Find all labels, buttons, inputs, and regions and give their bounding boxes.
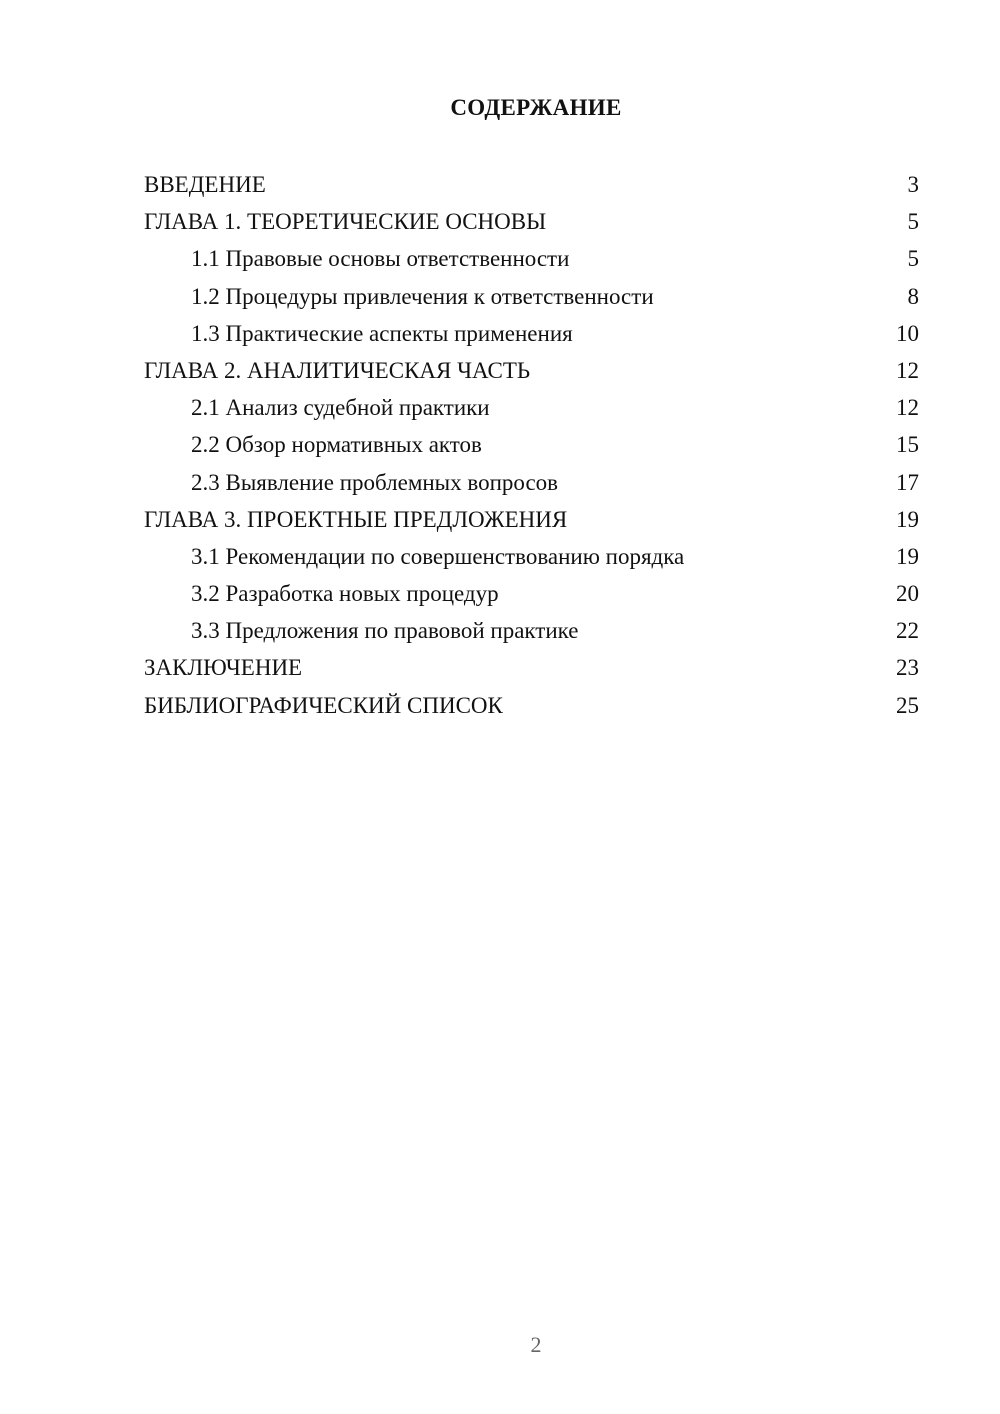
toc-entry — [144, 501, 919, 538]
toc-entry-label: 2.1 Анализ судебной практики — [191, 395, 490, 421]
toc-subentry — [144, 315, 919, 352]
toc-entry-page: 12 — [896, 357, 919, 383]
toc-entry-page: 5 — [907, 246, 919, 272]
toc-entry-label: ГЛАВА 3. ПРОЕКТНЫЕ ПРЕДЛОЖЕНИЯ — [144, 506, 568, 532]
toc-entry — [144, 352, 919, 389]
toc-entry-label: 3.3 Предложения по правовой практике — [191, 618, 579, 644]
toc-subentry — [144, 538, 919, 575]
toc-entry — [144, 687, 919, 724]
toc-entry-label: 1.1 Правовые основы ответственности — [191, 246, 570, 272]
toc-entry — [144, 649, 919, 686]
toc-subentry — [144, 426, 919, 463]
toc-entry-label: ВВЕДЕНИЕ — [144, 172, 266, 197]
toc-subentry — [144, 464, 919, 501]
toc-entry-page: 8 — [907, 283, 919, 309]
toc-entry-page: 20 — [896, 581, 919, 607]
toc-entry-page: 23 — [896, 655, 919, 681]
toc-subentry — [144, 575, 919, 612]
toc-entry-page: 5 — [907, 209, 919, 235]
toc-entry-label: 2.2 Обзор нормативных актов — [191, 432, 482, 458]
toc-subentry — [144, 240, 919, 277]
toc-entry-page: 19 — [896, 506, 919, 532]
toc-entry-page: 12 — [896, 395, 919, 421]
toc-entry-page: 15 — [896, 432, 919, 458]
toc-entry-label: 3.2 Разработка новых процедур — [191, 581, 499, 607]
toc-entry-page: 25 — [896, 692, 919, 718]
toc-subentry — [144, 278, 919, 315]
toc-entry-label: 1.2 Процедуры привлечения к ответственности — [191, 283, 654, 309]
toc-entry-page: 22 — [896, 618, 919, 644]
toc-entry-page: 3 — [907, 172, 919, 197]
toc-entry-label: 3.1 Рекомендации по совершенствованию порядка — [191, 543, 685, 569]
toc-entry-page: 17 — [896, 469, 919, 495]
page-number: 2 — [530, 1332, 542, 1357]
toc-entry-page: 10 — [896, 320, 919, 346]
toc-entry-label: ЗАКЛЮЧЕНИЕ — [144, 655, 303, 681]
toc-title: СОДЕРЖАНИЕ — [450, 95, 622, 120]
toc-subentry — [144, 612, 919, 649]
toc-entry — [144, 166, 919, 203]
toc-subentry — [144, 389, 919, 426]
toc-entry-label: ГЛАВА 1. ТЕОРЕТИЧЕСКИЕ ОСНОВЫ — [144, 209, 547, 235]
toc-entry-label: 1.3 Практические аспекты применения — [191, 320, 573, 346]
toc-entry-label: 2.3 Выявление проблемных вопросов — [191, 469, 559, 495]
table-of-contents — [144, 166, 919, 724]
toc-entry — [144, 203, 919, 240]
toc-entry-page: 19 — [896, 543, 919, 569]
toc-entry-label: БИБЛИОГРАФИЧЕСКИЙ СПИСОК — [144, 692, 503, 718]
toc-entry-label: ГЛАВА 2. АНАЛИТИЧЕСКАЯ ЧАСТЬ — [144, 357, 531, 383]
